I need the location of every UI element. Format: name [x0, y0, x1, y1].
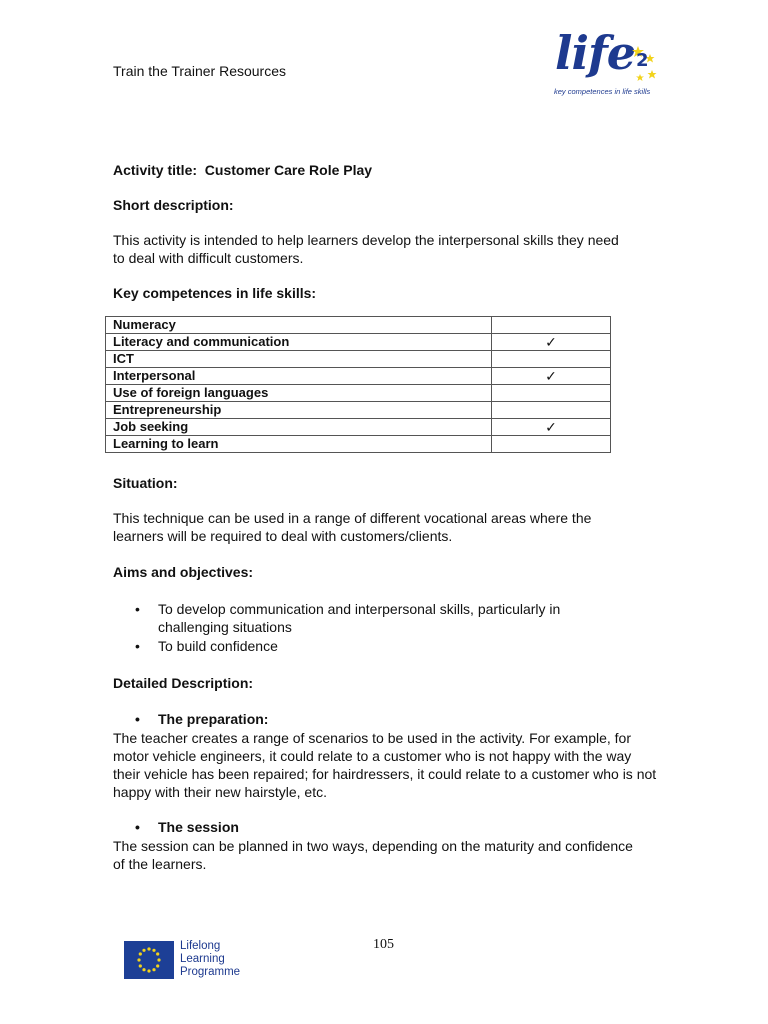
life2-logo — [550, 26, 660, 102]
competence-label: Learning to learn — [106, 436, 492, 453]
competence-label: Numeracy — [106, 317, 492, 334]
activity-title-label: Activity title: — [113, 162, 198, 178]
preparation-bullet — [113, 710, 653, 729]
session-text: The session can be planned in two ways, depending on the maturity and confidence of the learners. — [113, 838, 633, 872]
activity-title-value: Customer Care Role Play — [204, 162, 373, 178]
table-row — [106, 419, 611, 436]
logo-word: life — [555, 26, 636, 80]
preparation-text: The teacher creates a range of scenarios to be used in the activity. For example, for motor vehicle engineers, it could relate to a customer who is not happy with the way their vehicle has been repaired; for hairdressers, it could relate to a customer who is not happy with their new hairstyle, etc. — [113, 730, 657, 800]
table-row — [106, 351, 611, 368]
situation-heading: Situation: — [113, 475, 178, 491]
competence-label: Use of foreign languages — [106, 385, 492, 402]
key-competences-table — [105, 316, 611, 453]
competence-label: Literacy and communication — [106, 334, 492, 351]
session-bullet — [113, 818, 653, 837]
list-item: • To develop communication and interpersonal skills, particularly in challenging situations — [113, 600, 623, 636]
table-row — [106, 368, 611, 385]
logo-tagline: key competences in life skills — [554, 87, 651, 96]
programme-line: Learning — [180, 953, 225, 965]
competence-check — [492, 317, 611, 334]
table-row — [106, 385, 611, 402]
competence-check: ✓ — [492, 334, 611, 351]
document-header-title: Train the Trainer Resources — [113, 63, 286, 79]
competence-check — [492, 385, 611, 402]
competence-check — [492, 351, 611, 368]
competence-label: Job seeking — [106, 419, 492, 436]
situation-text: This technique can be used in a range of different vocational areas where the learners will be required to deal with customers/clients. — [113, 510, 592, 544]
programme-line: Lifelong — [180, 940, 221, 952]
table-row — [106, 402, 611, 419]
aims-list — [113, 600, 623, 656]
competence-check — [492, 436, 611, 453]
preparation-heading: • The preparation: — [113, 710, 653, 728]
competence-label: ICT — [106, 351, 492, 368]
competence-check: ✓ — [492, 368, 611, 385]
short-description-heading: Short description: — [113, 197, 234, 213]
activity-title — [113, 161, 653, 179]
list-item: • To build confidence — [113, 637, 623, 655]
programme-line: Programme — [180, 966, 241, 978]
session-heading: • The session — [113, 818, 653, 836]
lifelong-learning-programme-logo — [120, 937, 254, 985]
eu-stars-icon — [124, 941, 174, 979]
competence-check — [492, 402, 611, 419]
key-competences-heading: Key competences in life skills: — [113, 285, 317, 301]
programme-name — [180, 940, 240, 979]
table-row — [106, 317, 611, 334]
detailed-description-heading: Detailed Description: — [113, 675, 254, 691]
competence-label: Interpersonal — [106, 368, 492, 385]
page-number: 105 — [373, 937, 394, 952]
short-description-text: This activity is intended to help learners develop the interpersonal skills they need to deal with difficult customers. — [113, 232, 619, 266]
eu-flag-icon — [124, 941, 174, 979]
table-row — [106, 436, 611, 453]
table-row — [106, 334, 611, 351]
aims-heading: Aims and objectives: — [113, 564, 254, 580]
logo-superscript: 2 — [636, 50, 649, 71]
competence-label: Entrepreneurship — [106, 402, 492, 419]
competence-check: ✓ — [492, 419, 611, 436]
